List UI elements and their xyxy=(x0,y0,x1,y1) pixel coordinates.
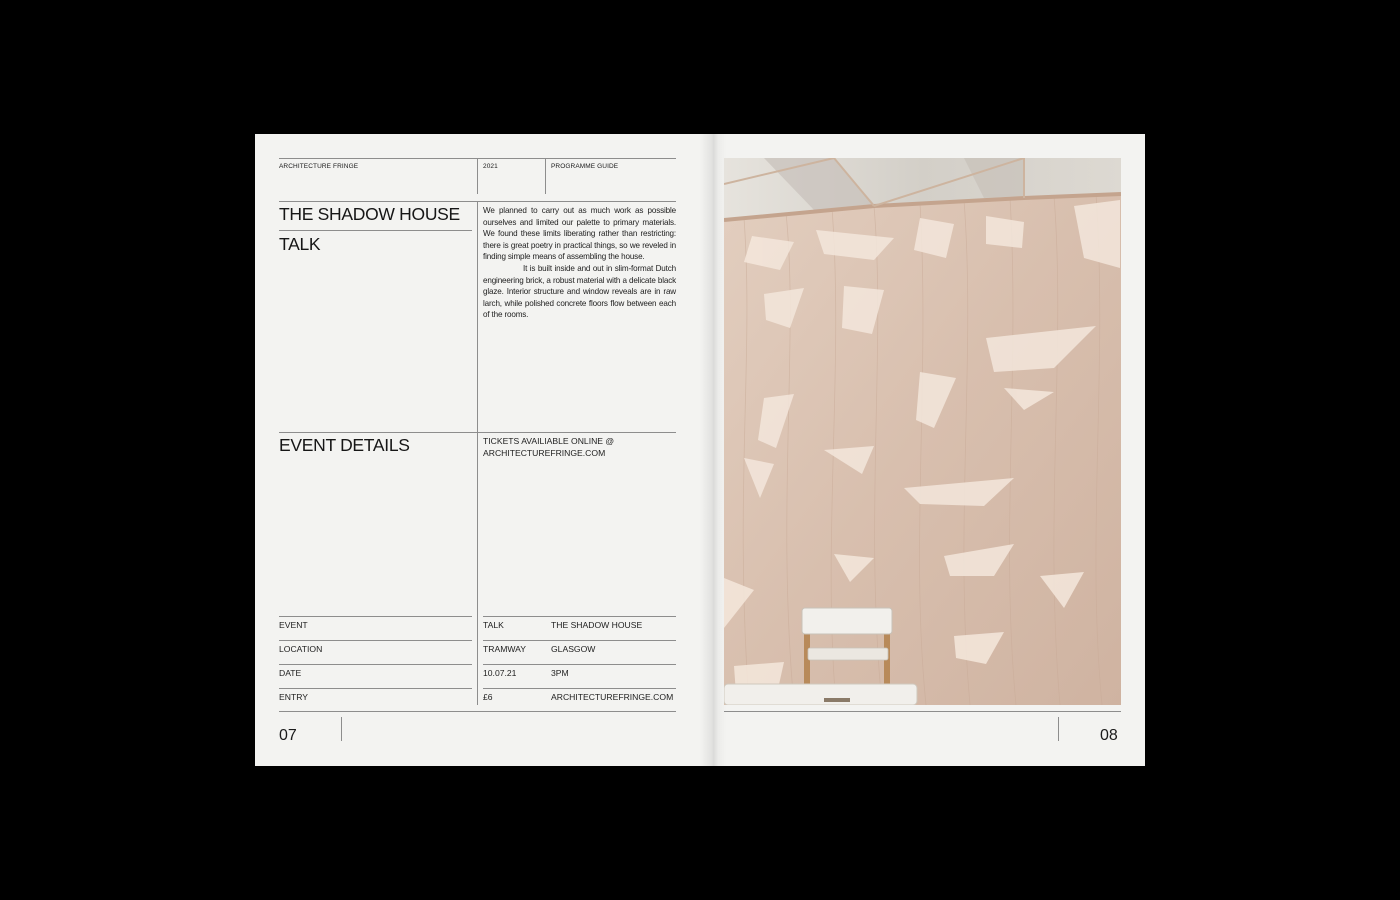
row-value: 3PM xyxy=(551,668,569,678)
interior-photo xyxy=(724,158,1121,705)
row-value: THE SHADOW HOUSE xyxy=(551,620,643,630)
body-text xyxy=(483,205,676,321)
table-rule xyxy=(279,688,472,689)
table-rule xyxy=(279,616,472,617)
row-label: EVENT xyxy=(279,620,308,630)
row-value: ARCHITECTUREFRINGE.COM xyxy=(551,692,674,702)
header-publication: PROGRAMME GUIDE xyxy=(551,163,619,170)
body-paragraph-2: It is built inside and out in slim-format Dutch engineering brick, a robust material with a delicate black glaze. Interior structure and window reveals are in raw larch, while polished concrete floors flow between each of the rooms. xyxy=(483,263,676,320)
row-value: £6 xyxy=(483,692,493,702)
title-rule-middle xyxy=(279,230,472,231)
table-rule xyxy=(279,640,472,641)
row-value: TALK xyxy=(483,620,504,630)
header-year: 2021 xyxy=(483,163,498,170)
header-organisation: ARCHITECTURE FRINGE xyxy=(279,163,359,170)
table-rule xyxy=(483,664,676,665)
row-value: TRAMWAY xyxy=(483,644,526,654)
header-divider-2 xyxy=(545,158,546,194)
footer-rule-right xyxy=(724,711,1121,712)
row-value: 10.07.21 xyxy=(483,668,517,678)
footer-divider-left xyxy=(341,717,342,741)
page-number-right: 08 xyxy=(1100,727,1118,744)
page-gutter-shadow xyxy=(700,134,726,766)
header-divider-1 xyxy=(477,158,478,194)
table-rule xyxy=(483,616,676,617)
tickets-line-1: TICKETS AVAILIABLE ONLINE @ xyxy=(483,436,615,446)
page-title-line1: THE SHADOW HOUSE xyxy=(279,204,460,224)
page-title-line2: TALK xyxy=(279,234,321,254)
table-rule xyxy=(483,688,676,689)
title-rule-top xyxy=(279,201,676,202)
footer-rule-left xyxy=(279,711,676,712)
tickets-line-2: ARCHITECTUREFRINGE.COM xyxy=(483,448,606,458)
row-value: GLASGOW xyxy=(551,644,596,654)
row-label: LOCATION xyxy=(279,644,323,654)
event-details-heading: EVENT DETAILS xyxy=(279,435,410,455)
table-rule xyxy=(483,640,676,641)
page-number-left: 07 xyxy=(279,727,297,744)
body-paragraph-1: We planned to carry out as much work as possible ourselves and limited our palette to primary materials. We found these limits liberating rather than restricting: there is great poetry in practical things, so we reveled in finding simple means of assembling the house. xyxy=(483,206,676,262)
column-divider xyxy=(477,201,478,705)
table-rule xyxy=(279,664,472,665)
footer-divider-right xyxy=(1058,717,1059,741)
row-label: ENTRY xyxy=(279,692,308,702)
row-label: DATE xyxy=(279,668,302,678)
event-details-rule xyxy=(279,432,676,433)
